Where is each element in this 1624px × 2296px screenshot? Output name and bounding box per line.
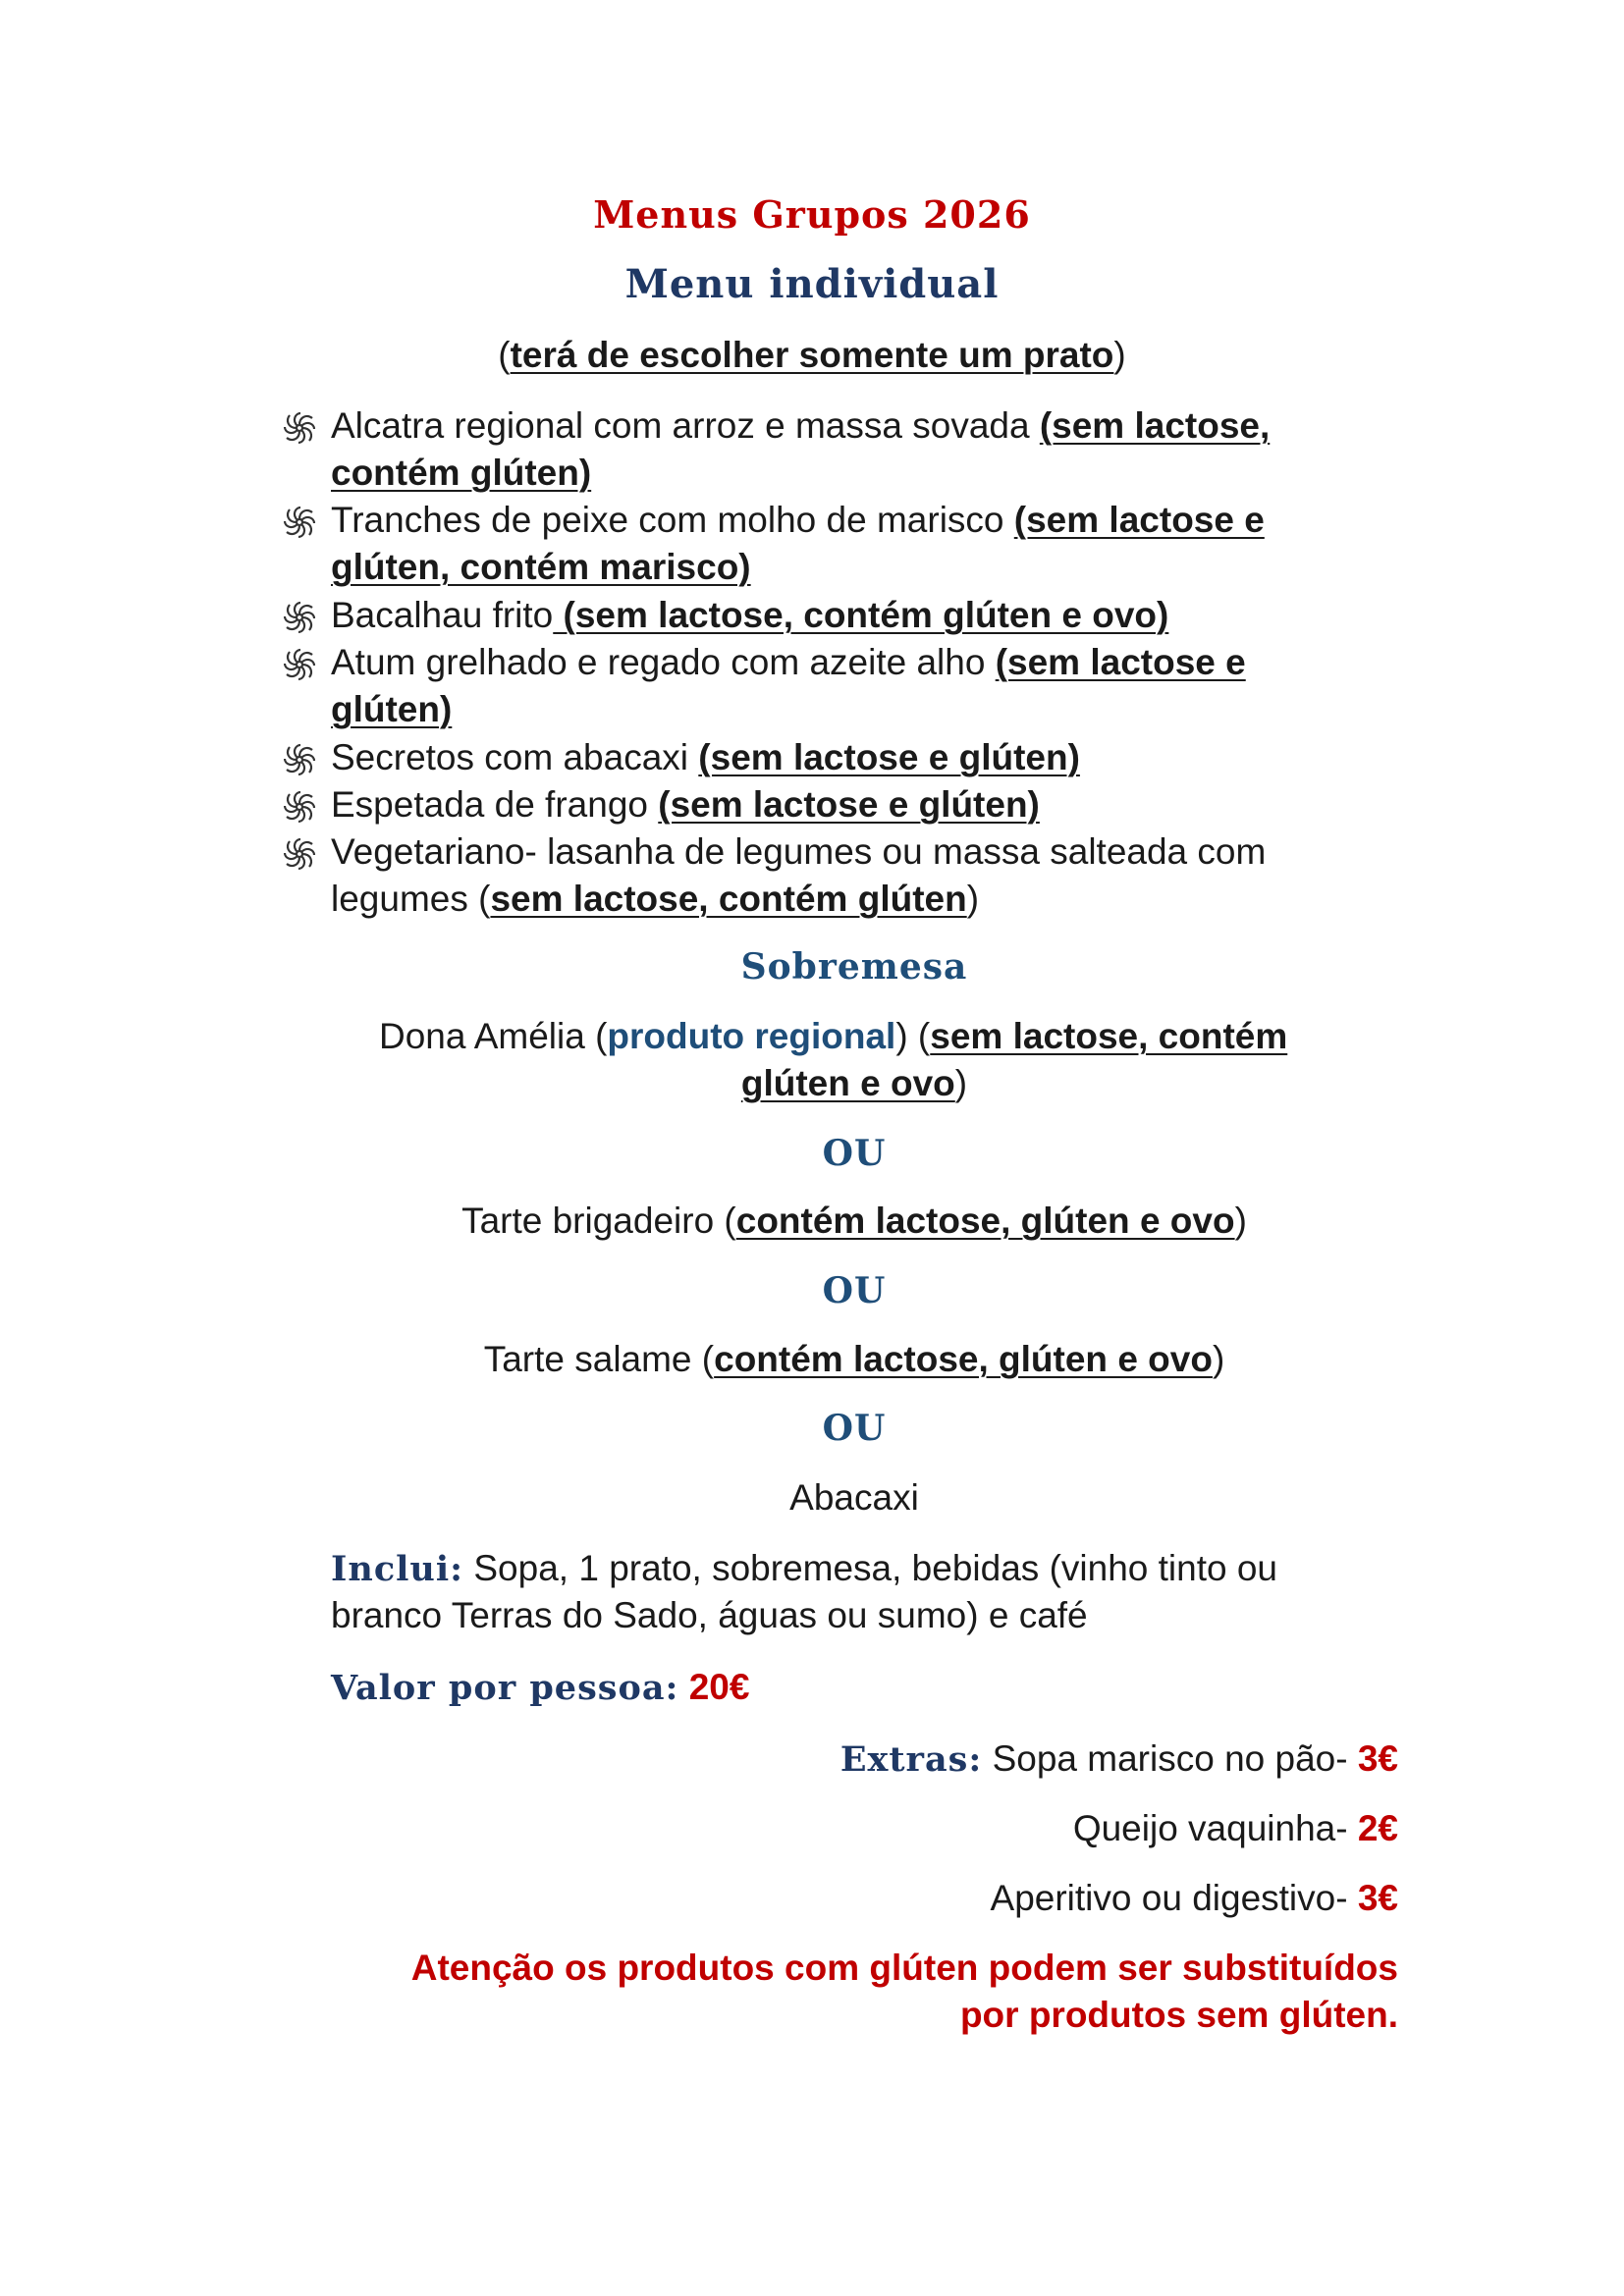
extras-label: Extras: (839, 1739, 983, 1780)
choice-note-open: ( (498, 335, 511, 375)
pinwheel-icon (282, 505, 317, 540)
pinwheel-icon (282, 410, 317, 446)
dish-item-atum-cont: glúten) (331, 689, 453, 729)
choice-note-text: terá de escolher somente um prato (510, 335, 1114, 375)
pinwheel-icon (282, 836, 317, 872)
dish-item-secretos: Secretos com abacaxi (sem lactose e glúten) (331, 737, 1080, 777)
dessert-tarte-salame: Tarte salame (contém lactose, glúten e ovo) (483, 1339, 1225, 1379)
extra-item-sopa: Extras: Sopa marisco no pão- 3€ (839, 1738, 1398, 1780)
menu-subtitle: Menu individual (624, 261, 1000, 307)
pinwheel-icon (282, 647, 317, 682)
choice-note (0, 337, 1624, 373)
gluten-warning-line-2: por produtos sem glúten. (959, 1995, 1398, 2035)
extra-item-aperitivo: Aperitivo ou digestivo- 3€ (990, 1878, 1398, 1918)
dish-item-alcatra: Alcatra regional com arroz e massa sovada (sem lactose, (331, 405, 1271, 446)
price-label: Valor por pessoa: (331, 1668, 679, 1708)
dish-item-tranches: Tranches de peixe com molho de marisco (sem lactose e (331, 500, 1265, 540)
pinwheel-icon (282, 600, 317, 635)
dish-item-tranches-cont: glúten, contém marisco) (331, 547, 751, 587)
or-separator: OU (822, 1408, 887, 1449)
dish-item-vegetariano-cont: legumes (sem lactose, contém glúten) (331, 879, 980, 919)
dish-item-espetada: Espetada de frango (sem lactose e glúten) (331, 784, 1040, 825)
price-value: 20€ (678, 1667, 750, 1707)
dish-item-bacalhau: Bacalhau frito (sem lactose, contém glúten e ovo) (331, 595, 1169, 635)
pinwheel-icon (282, 789, 317, 825)
or-separator: OU (822, 1133, 887, 1174)
includes-line-2: branco Terras do Sado, águas ou sumo) e café (331, 1595, 1088, 1635)
dessert-dona-amelia-cont: glúten e ovo) (740, 1063, 968, 1103)
pinwheel-icon (282, 742, 317, 777)
choice-note-close: ) (1113, 335, 1126, 375)
dessert-tarte-brigadeiro: Tarte brigadeiro (contém lactose, glúten e ovo) (461, 1201, 1247, 1241)
dish-item-atum: Atum grelhado e regado com azeite alho (sem lactose e (331, 642, 1246, 682)
dessert-heading: Sobremesa (740, 946, 968, 988)
extra-item-queijo: Queijo vaquinha- 2€ (1072, 1808, 1398, 1848)
includes-line-1: Inclui: Sopa, 1 prato, sobremesa, bebidas (vinho tinto ou (331, 1548, 1277, 1589)
dessert-dona-amelia: Dona Amélia (produto regional) (sem lactose, contém (379, 1016, 1288, 1056)
or-separator: OU (822, 1270, 887, 1311)
dish-item-alcatra-cont: contém glúten) (331, 453, 592, 493)
dish-item-vegetariano: Vegetariano- lasanha de legumes ou massa salteada com (331, 831, 1267, 872)
includes-label: Inclui: (331, 1549, 464, 1589)
gluten-warning-line-1: Atenção os produtos com glúten podem ser substituídos (410, 1948, 1398, 1988)
price-line (331, 1667, 750, 1708)
page-title: Menus Grupos 2026 (593, 192, 1031, 237)
dessert-abacaxi: Abacaxi (789, 1477, 919, 1518)
